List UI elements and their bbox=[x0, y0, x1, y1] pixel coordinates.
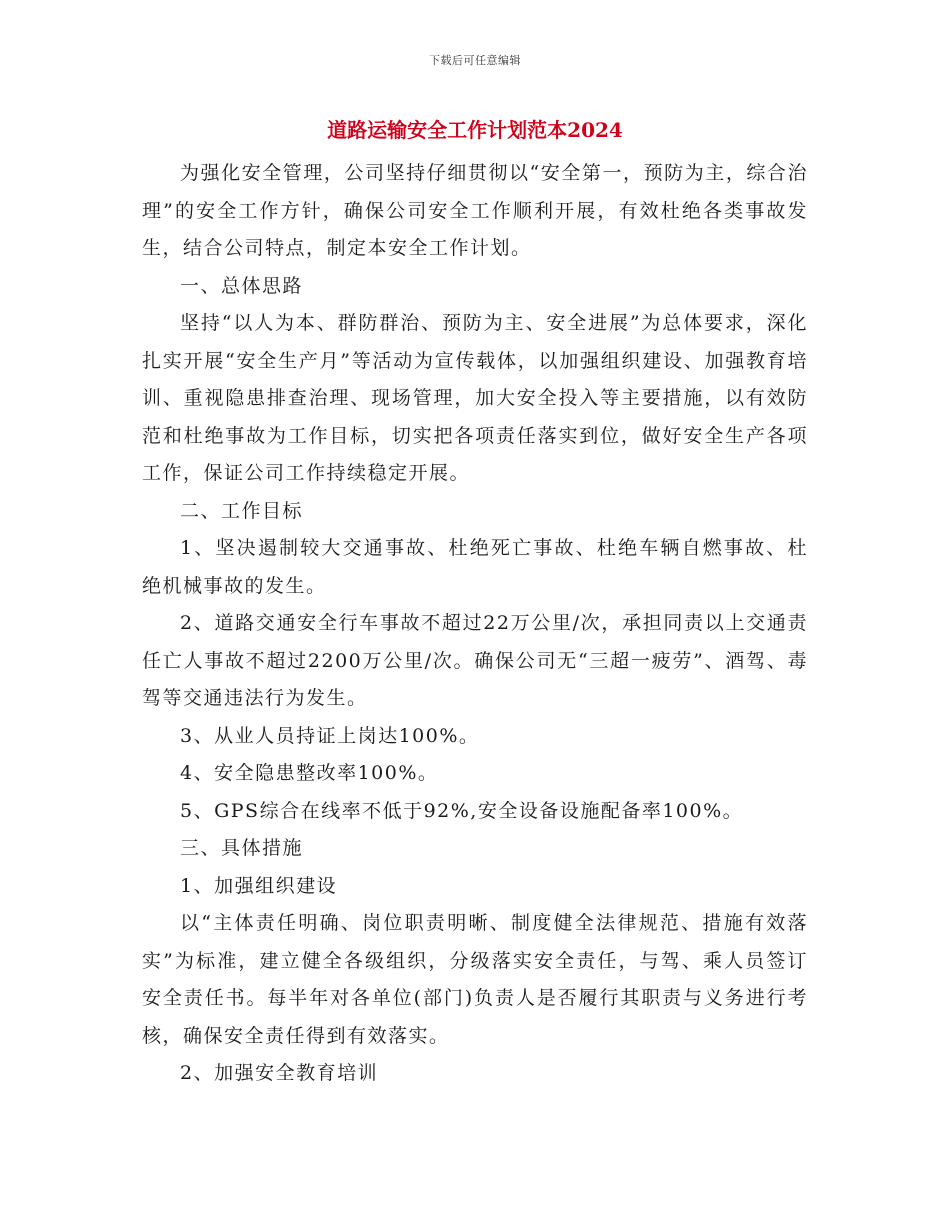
overall-approach-paragraph: 坚持“以人为本、群防群治、预防为主、安全进展”为总体要求，深化扎实开展“安全生产月”等活动为宣传载体，以加强组织建设、加强教育培训、重视隐患排查治理、现场管理，加大安全投入等主要措施，以有效防范和杜绝事故为工作目标，切实把各项责任落实到位，做好安全生产各项工作，保证公司工作持续稳定开展。 bbox=[142, 312, 808, 484]
goal-item-4: 4、安全隐患整改率100%。 bbox=[180, 762, 439, 784]
section-heading-work-goals: 二、工作目标 bbox=[180, 499, 304, 522]
organization-building-paragraph: 以“主体责任明确、岗位职责明晰、制度健全法律规范、措施有效落实”为标准，建立健全各级组织，分级落实安全责任，与驾、乘人员签订安全责任书。每半年对各单位(部门)负责人是否履行其职责与义务进行考核，确保安全责任得到有效落实。 bbox=[142, 912, 808, 1047]
subheading-organization-building: 1、加强组织建设 bbox=[180, 874, 338, 897]
goal-item-1: 1、坚决遏制较大交通事故、杜绝死亡事故、杜绝车辆自燃事故、杜绝机械事故的发生。 bbox=[142, 537, 808, 597]
subheading-safety-training: 2、加强安全教育培训 bbox=[180, 1062, 379, 1084]
section-heading-overall-approach: 一、总体思路 bbox=[180, 274, 304, 297]
goal-item-5: 5、GPS综合在线率不低于92%,安全设备设施配备率100%。 bbox=[180, 799, 744, 822]
goal-item-3: 3、从业人员持证上岗达100%。 bbox=[180, 724, 480, 747]
document-title: 道路运输安全工作计划范本2024 bbox=[327, 118, 623, 142]
section-heading-specific-measures: 三、具体措施 bbox=[180, 837, 304, 859]
goal-item-2: 2、道路交通安全行车事故不超过22万公里/次，承担同责以上交通责任亡人事故不超过2200万公里/次。确保公司无“三超一疲劳”、酒驾、毒驾等交通违法行为发生。 bbox=[142, 612, 808, 709]
intro-paragraph: 为强化安全管理，公司坚持仔细贯彻以“安全第一，预防为主，综合治理”的安全工作方针，确保公司安全工作顺利开展，有效杜绝各类事故发生，结合公司特点，制定本安全工作计划。 bbox=[142, 162, 808, 259]
document-body bbox=[142, 155, 808, 1093]
page-header-note: 下载后可任意编辑 bbox=[429, 54, 521, 67]
